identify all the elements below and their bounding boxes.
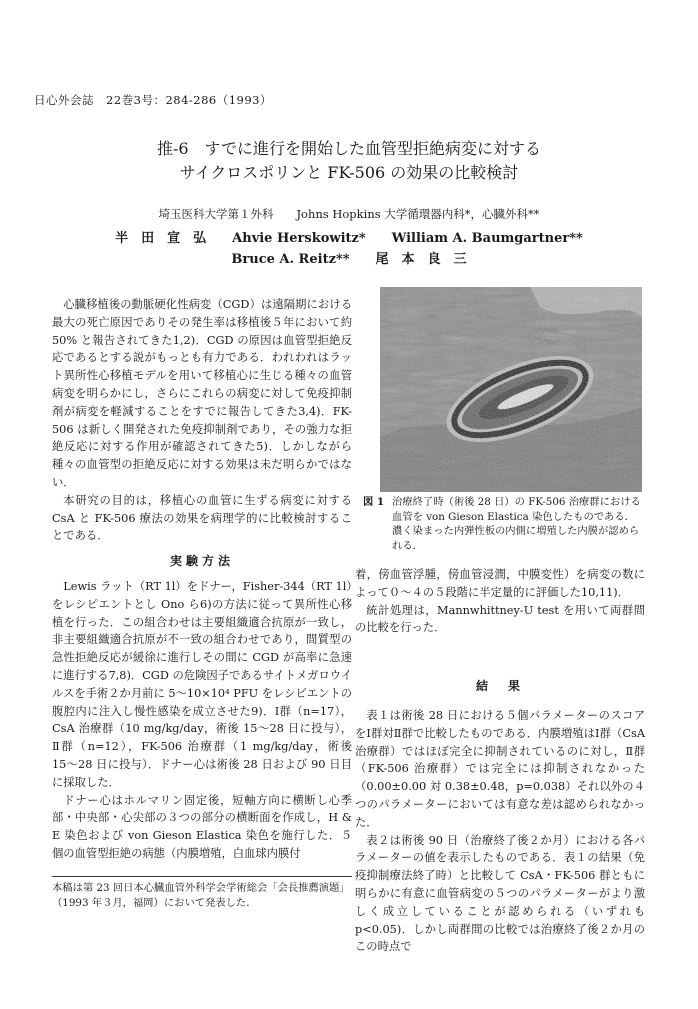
article-title-line-1: 推-6 すでに進行を開始した血管型拒絶病変に対する — [156, 139, 542, 158]
micrograph-image — [380, 287, 642, 492]
methods-paragraph-2: ドナー心はホルマリン固定後，短軸方向に横断し心季部・中央部・心尖部の３つの部分の横断面を作成し，H & E 染色および von Gieson Elastica 染色を施行した．５個の血管型拒絶の病態（内膜増殖，白血球内膜付 — [52, 793, 352, 860]
footnote: 本稿は第 23 回日本心臓血管外科学会学術総会「会長推薦演題」（1993 年３月，福岡）において発表した． — [52, 882, 350, 909]
results-heading: 結 果 — [475, 679, 524, 693]
figure-caption-text: 治療終了時（術後 28 日）の FK-506 治療群における血管を von Gieson Elastica 染色したものである．濃く染まった内弾性板の内側に増殖した内膜が認められる． — [392, 496, 641, 552]
figure-label: 図 1 — [363, 496, 385, 508]
footnote-divider — [52, 876, 352, 877]
article-title-line-2: サイクロスポリンと FK-506 の効果の比較検討 — [179, 163, 519, 182]
results-paragraph-2: 表２は術後 90 日（治療終了後２か月）における各パラメーターの値を表示したものである．表１の結果（免疫抑制療法終了時）と比較して CsA・FK-506 群ともに明らかに有意に血管病変の５つのパラメーターがより激しく成立していることが認められる（いずれも p<0.05)．しかし両群間の比較では治療終了後２か月のこの時点で — [355, 833, 645, 954]
methods-paragraph-1: Lewis ラット（RT 1l）をドナー，Fisher-344（RT 1l）をレシピエントとし Ono ら6)の方法に従って異所性心移植を行った．この組合わせは主要組織適合抗原が一致し，非主要組織適合抗原が不一致の組合わせであり，間質型の急性拒絶反応が緩徐に進行しその間に CGD が高率に急速に進行する7,8)．CGD の危険因子であるサイトメガロウイルスを手術２か月前に 5〜10×10⁴ PFU をレシピエントの腹腔内に注入し慢性感染を成立させた9)．Ⅰ群（n=17），CsA 治療群（10 mg/kg/day，術後 15〜28 日に投与），Ⅱ群（n=12），FK-506 治療群（1 mg/kg/day，術後 15〜28 日に投与）．ドナー心は術後 28 日および 90 日目に採取した． — [52, 580, 352, 789]
journal-citation: 日心外会誌 22巻3号：284-286（1993） — [34, 93, 273, 107]
intro-paragraph-2: 本研究の目的は，移植心の血管に生ずる病変に対する CsA と FK-506 療法の効果を病理学的に比較検討することである． — [52, 493, 352, 543]
methods-heading: 実験方法 — [169, 554, 234, 568]
results-body — [355, 707, 645, 956]
results-paragraph-1: 表１は術後 28 日における５個パラメーターのスコアをⅠ群対Ⅱ群で比較したものである．内膜増殖はⅠ群（CsA 治療群）ではほぼ完全に抑制されているのに対し，Ⅱ群（FK-506 治療群）では完全には抑制されなかった（0.00±0.00 対 0.38±0.48，p=0.038）それ以外の４つのパラメーターにおいては有意な差は認められなかった． — [355, 709, 645, 829]
affiliation: 埼玉医科大学第１外科 Johns Hopkins 大学循環器内科*，心臓外科** — [158, 207, 540, 221]
figure-caption — [355, 495, 645, 553]
authors-line-2: Bruce A. Reitz** 尾 本 良 三 — [231, 252, 467, 267]
statistics-paragraph: 統計処理は，Mannwhittney-U test を用いて両群間の比較を行った． — [355, 603, 645, 635]
introduction — [52, 296, 352, 545]
methods-continuation — [355, 566, 645, 637]
intro-paragraph-1: 心臓移植後の動脈硬化性病変（CGD）は遠隔期における最大の死亡原因でありその発生率は移植後５年において約 50% と報告されてきた1,2)．CGD の原因は血管型拒絶反応であるとする説がもっとも有力である．われわれはラット異所性心移植モデルを用いて移植心に生じる種々の血管病変を明らかにし，さらにこれらの病変に対して免疫抑制剤が病変を軽減することをすでに報告してきた3,4)．FK-506 は新しく開発された免疫抑制剤であり，その強力な拒絶反応に対する作用が確認されてきた5)．しかしながら種々の血管型の拒絶反応に対する効果は未だ明らかではない． — [52, 298, 352, 489]
methods-continuation-text: 着，傍血管浮腫，傍血管浸潤，中膜変性）を病変の数によって０〜４の５段階に半定量的に評価した10,11)． — [355, 568, 645, 599]
authors-line-1: 半 田 宣 弘 Ahvie Herskowitz* William A. Baumgartner** — [115, 231, 583, 246]
methods-body — [52, 578, 352, 863]
micrograph-svg — [380, 287, 642, 492]
